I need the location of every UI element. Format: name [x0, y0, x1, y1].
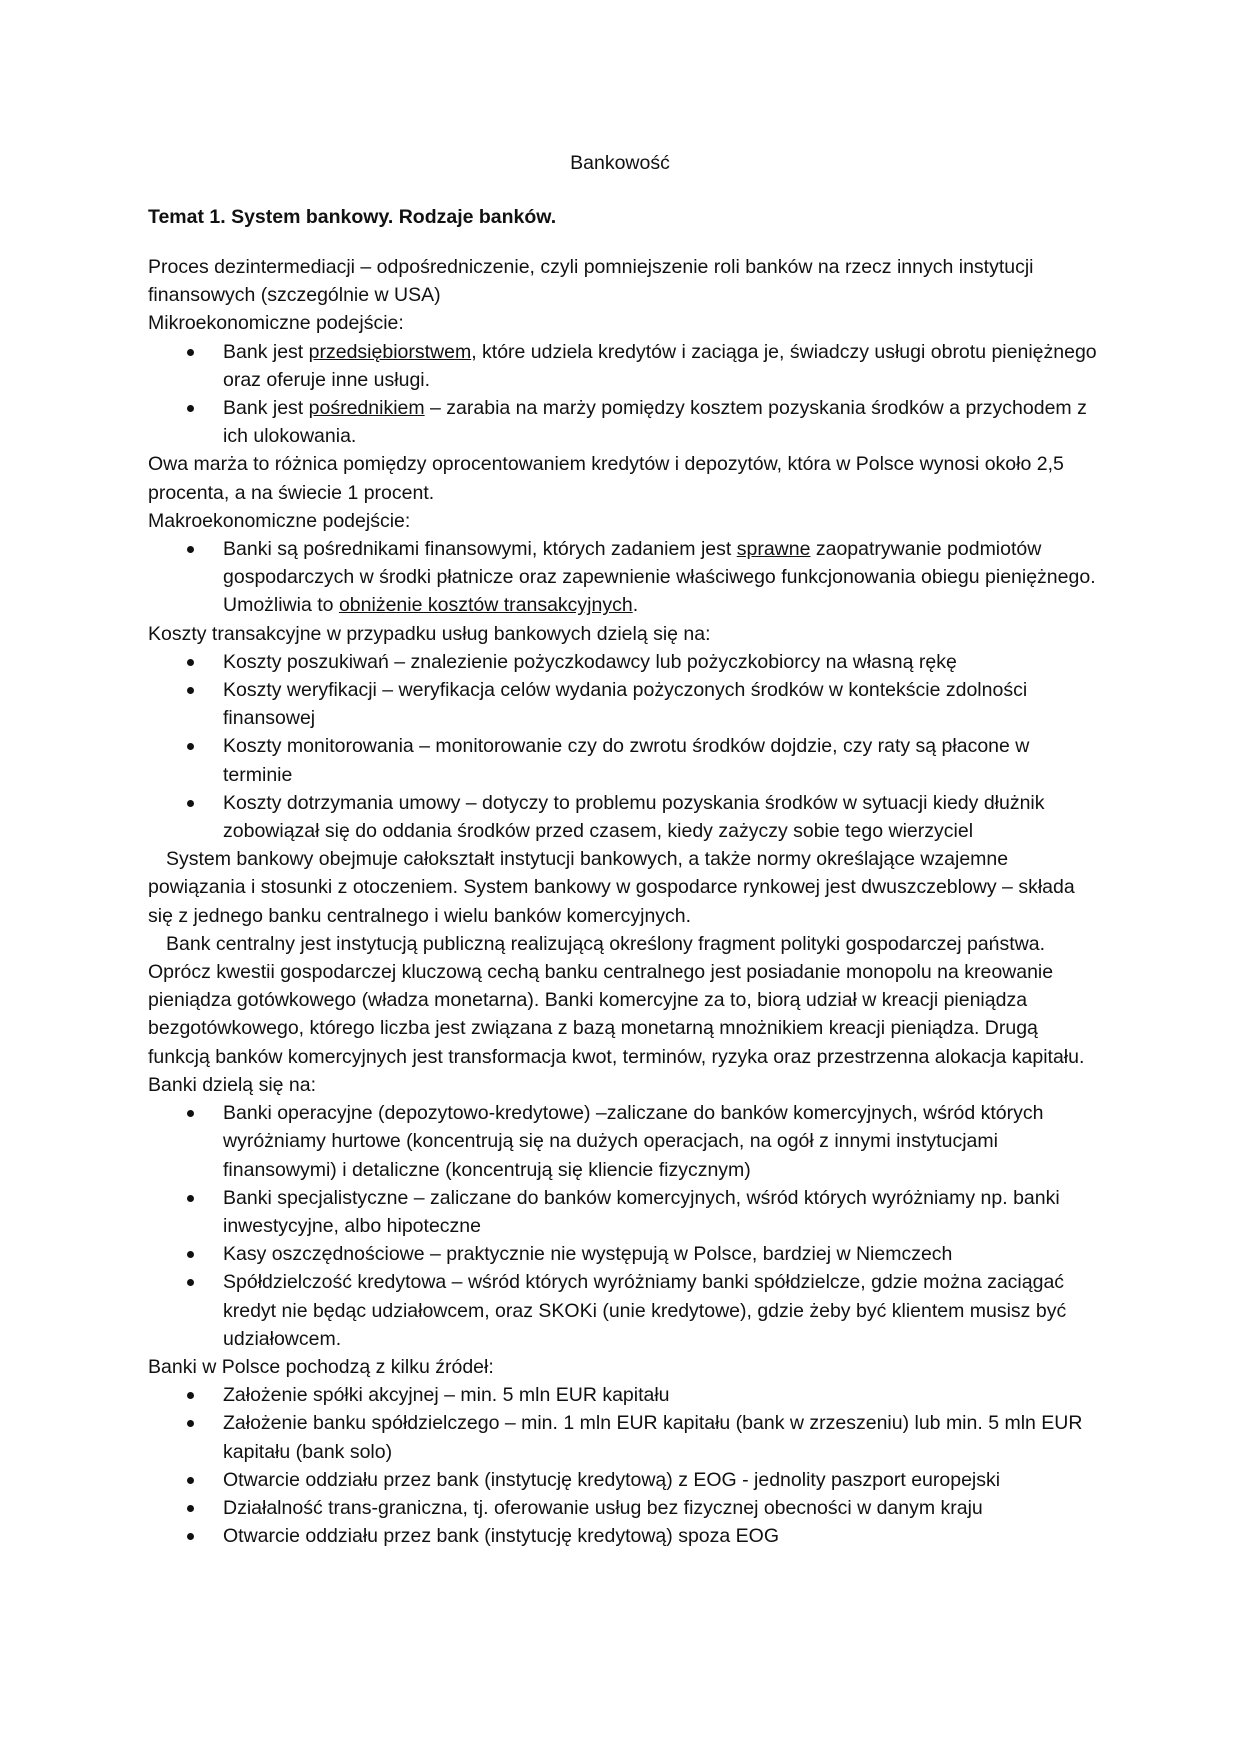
paragraph-macro-label: Makroekonomiczne podejście: — [148, 509, 411, 532]
document-body — [148, 253, 1103, 1550]
list-item: Działalność trans-graniczna, tj. oferowanie usług bez fizycznej obecności w danym kraju — [223, 1494, 1103, 1522]
list-item: Otwarcie oddziału przez bank (instytucję kredytową) spoza EOG — [223, 1522, 1103, 1550]
paragraph-central-bank: Bank centralny jest instytucją publiczną realizującą określony fragment polityki gospodarczej państwa. Oprócz kwestii gospodarczej kluczową cechą banku centralnego jest posiadanie monopolu na kreowanie pieniądza gotówkowego (władza monetarna). Banki komercyjne za to, biorą udział w kreacji pieniądza bezgotówkowego, którego liczba jest związana z bazą monetarną mnożnikiem kreacji pieniądza. Drugą funkcją banków komercyjnych jest transformacja kwot, terminów, ryzyka oraz przestrzenna alokacja kapitału. — [148, 932, 1085, 1068]
list-item: Koszty poszukiwań – znalezienie pożyczkodawcy lub pożyczkobiorcy na własną rękę — [223, 648, 1103, 676]
underlined-term: przedsiębiorstwem — [308, 340, 472, 363]
underlined-term: obniżenie kosztów transakcyjnych — [338, 594, 633, 617]
list-item: Spółdzielczość kredytowa – wśród których wyróżniamy banki spółdzielcze, gdzie można zaciągać kredyt nie będąc udziałowcem, oraz SKOKi (unie kredytowe), gdzie żeby być klientem musisz być udziałowcem. — [223, 1268, 1103, 1353]
paragraph-system: System bankowy obejmuje całokształt instytucji bankowych, a także normy określające wzajemne powiązania i stosunki z otoczeniem. System bankowy w gospodarce rynkowej jest dwuszczeblowy – składa się z jednego banku centralnego i wielu banków komercyjnych. — [148, 848, 1075, 927]
list-item: Założenie spółki akcyjnej – min. 5 mln EUR kapitału — [223, 1381, 1103, 1409]
list-item: Otwarcie oddziału przez bank (instytucję kredytową) z EOG - jednolity paszport europejski — [223, 1466, 1103, 1494]
underlined-term: sprawne — [736, 538, 811, 561]
list-item: Kasy oszczędnościowe – praktycznie nie występują w Polsce, bardziej w Niemczech — [223, 1240, 1103, 1268]
list-item: Bank jest przedsiębiorstwem, które udziela kredytów i zaciąga je, świadczy usługi obrotu pieniężnego oraz oferuje inne usługi. — [223, 338, 1103, 394]
list-item: Banki specjalistyczne – zaliczane do banków komercyjnych, wśród których wyróżniamy np. banki inwestycyjne, albo hipoteczne — [223, 1184, 1103, 1240]
costs-list — [148, 648, 1103, 845]
paragraph-marza: Owa marża to różnica pomiędzy oprocentowaniem kredytów i depozytów, która w Polsce wynosi około 2,5 procenta, a na świecie 1 procent. — [148, 453, 1064, 504]
section-heading: Temat 1. System bankowy. Rodzaje banków. — [148, 206, 557, 228]
paragraph-dezintermediacja: Proces dezintermediacji – odpośredniczenie, czyli pomniejszenie roli banków na rzecz innych instytucji finansowych (szczególnie w USA) — [148, 256, 1034, 307]
paragraph-micro-label: Mikroekonomiczne podejście: — [148, 312, 404, 335]
list-item: Banki są pośrednikami finansowymi, których zadaniem jest sprawne zaopatrywanie podmiotów gospodarczych w środki płatnicze oraz zapewnienie właściwego funkcjonowania obiegu pieniężnego. Umożliwia to obniżenie kosztów transakcyjnych. — [223, 535, 1103, 620]
macro-list — [148, 535, 1103, 620]
underlined-term: pośrednikiem — [308, 397, 425, 420]
list-item: Banki operacyjne (depozytowo-kredytowe) –zaliczane do banków komercyjnych, wśród których wyróżniamy hurtowe (koncentrują się na dużych operacjach, na ogół z innymi instytucjami finansowymi) i detaliczne (koncentrują się kliencie fizycznym) — [223, 1099, 1103, 1184]
types-list — [148, 1099, 1103, 1353]
list-item: Koszty weryfikacji – weryfikacja celów wydania pożyczonych środków w kontekście zdolności finansowej — [223, 676, 1103, 732]
micro-list — [148, 338, 1103, 451]
paragraph-types-label: Banki dzielą się na: — [148, 1073, 317, 1096]
list-item: Założenie banku spółdzielczego – min. 1 mln EUR kapitału (bank w zrzeszeniu) lub min. 5 mln EUR kapitału (bank solo) — [223, 1409, 1103, 1465]
sources-list — [148, 1381, 1103, 1550]
list-item: Koszty dotrzymania umowy – dotyczy to problemu pozyskania środków w sytuacji kiedy dłużnik zobowiązał się do oddania środków przed czasem, kiedy zażyczy sobie tego wierzyciel — [223, 789, 1103, 845]
list-item: Bank jest pośrednikiem – zarabia na marży pomiędzy kosztem pozyskania środków a przychodem z ich ulokowania. — [223, 394, 1103, 450]
paragraph-sources-label: Banki w Polsce pochodzą z kilku źródeł: — [148, 1355, 494, 1378]
document-title: Bankowość — [570, 152, 670, 174]
list-item: Koszty monitorowania – monitorowanie czy do zwrotu środków dojdzie, czy raty są płacone w terminie — [223, 732, 1103, 788]
paragraph-costs-label: Koszty transakcyjne w przypadku usług bankowych dzielą się na: — [148, 622, 711, 645]
